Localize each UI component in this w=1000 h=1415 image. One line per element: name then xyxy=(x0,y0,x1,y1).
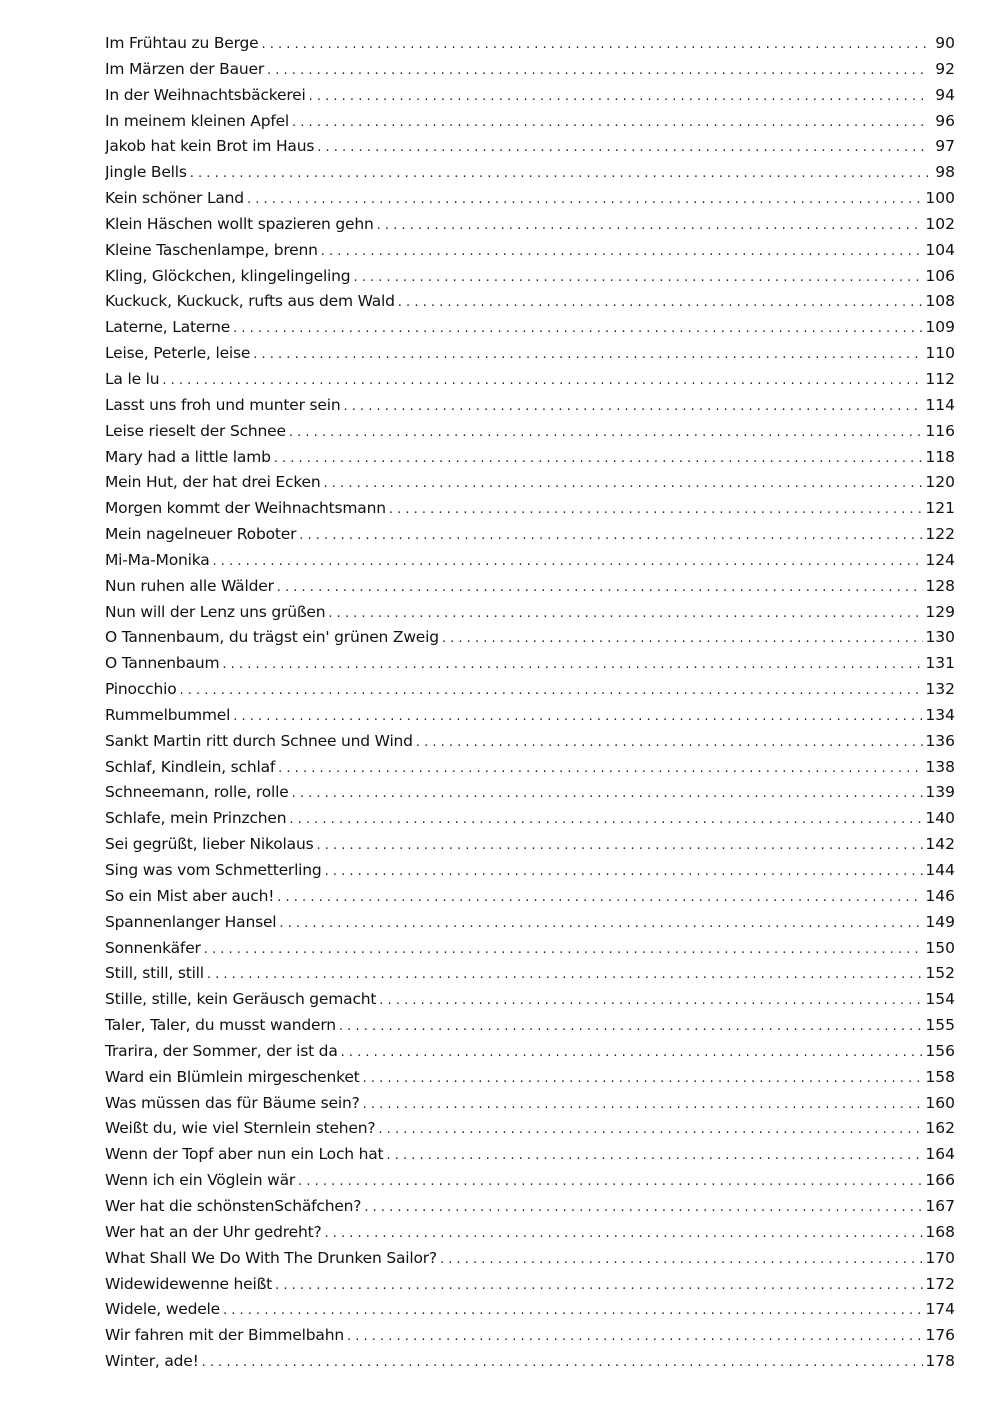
toc-entry-title: Nun will der Lenz uns grüßen xyxy=(105,602,326,621)
toc-entry[interactable] xyxy=(105,470,955,496)
toc-entry-page-number: 160 xyxy=(925,1093,955,1112)
toc-entry[interactable] xyxy=(105,1065,955,1091)
toc-entry[interactable] xyxy=(105,832,955,858)
toc-dot-leader xyxy=(316,833,923,858)
toc-entry-title: Leise, Peterle, leise xyxy=(105,344,251,363)
toc-entry-title: Rummelbummel xyxy=(105,705,231,724)
toc-entry[interactable] xyxy=(105,1220,955,1246)
toc-dot-leader xyxy=(202,1350,924,1375)
toc-entry-page-number: 168 xyxy=(925,1222,955,1241)
toc-entry[interactable] xyxy=(105,109,955,135)
toc-entry[interactable] xyxy=(105,1039,955,1065)
toc-entry[interactable] xyxy=(105,729,955,755)
toc-entry-page-number: 139 xyxy=(925,783,955,802)
toc-entry[interactable] xyxy=(105,160,955,186)
toc-entry[interactable] xyxy=(105,289,955,315)
toc-entry-title: Still, still, still xyxy=(105,964,204,983)
toc-entry-title: Schlafe, mein Prinzchen xyxy=(105,809,287,828)
toc-entry-page-number: 156 xyxy=(925,1041,955,1060)
toc-entry-page-number: 97 xyxy=(935,137,955,156)
toc-entry-title: O Tannenbaum, du trägst ein' grünen Zweig xyxy=(105,628,439,647)
toc-dot-leader xyxy=(277,575,924,600)
toc-entry[interactable] xyxy=(105,1091,955,1117)
toc-entry-title: Nun ruhen alle Wälder xyxy=(105,576,274,595)
toc-entry-title: Sei gegrüßt, lieber Nikolaus xyxy=(105,835,314,854)
toc-dot-leader xyxy=(179,678,923,703)
toc-entry-page-number: 96 xyxy=(935,111,955,130)
toc-entry[interactable] xyxy=(105,1116,955,1142)
toc-entry-title: Klein Häschen wollt spazieren gehn xyxy=(105,214,374,233)
toc-entry[interactable] xyxy=(105,625,955,651)
toc-dot-leader xyxy=(363,1092,924,1117)
toc-entry-page-number: 155 xyxy=(925,1016,955,1035)
toc-dot-leader xyxy=(377,213,924,238)
toc-entry[interactable] xyxy=(105,1246,955,1272)
toc-entry-title: Taler, Taler, du musst wandern xyxy=(105,1016,336,1035)
toc-entry[interactable] xyxy=(105,858,955,884)
toc-entry-title: Pinocchio xyxy=(105,680,177,699)
toc-entry-page-number: 158 xyxy=(925,1067,955,1086)
toc-entry[interactable] xyxy=(105,264,955,290)
toc-entry-page-number: 112 xyxy=(925,369,955,388)
toc-entry[interactable] xyxy=(105,1168,955,1194)
toc-entry-page-number: 131 xyxy=(925,654,955,673)
toc-dot-leader xyxy=(364,1195,923,1220)
toc-entry[interactable] xyxy=(105,961,955,987)
toc-entry-title: La le lu xyxy=(105,369,160,388)
toc-entry-page-number: 178 xyxy=(925,1352,955,1371)
toc-entry-title: Weißt du, wie viel Sternlein stehen? xyxy=(105,1119,376,1138)
toc-dot-leader xyxy=(324,471,924,496)
toc-entry-page-number: 176 xyxy=(925,1326,955,1345)
toc-entry-page-number: 167 xyxy=(925,1196,955,1215)
toc-entry[interactable] xyxy=(105,419,955,445)
toc-entry-page-number: 136 xyxy=(925,731,955,750)
toc-dot-leader xyxy=(328,601,923,626)
toc-entry-page-number: 120 xyxy=(925,473,955,492)
toc-entry-page-number: 129 xyxy=(925,602,955,621)
toc-entry-page-number: 152 xyxy=(925,964,955,983)
toc-entry-title: Sing was vom Schmetterling xyxy=(105,861,322,879)
toc-entry-title: Lasst uns froh und munter sein xyxy=(105,395,341,414)
toc-dot-leader xyxy=(190,161,929,186)
toc-entry-page-number: 121 xyxy=(925,499,955,518)
toc-entry-title: Wir fahren mit der Bimmelbahn xyxy=(105,1326,344,1345)
toc-entry[interactable] xyxy=(105,1349,955,1375)
toc-entry[interactable] xyxy=(105,1323,955,1349)
toc-entry-page-number: 100 xyxy=(925,189,955,208)
toc-entry[interactable] xyxy=(105,496,955,522)
toc-dot-leader xyxy=(278,756,923,781)
toc-dot-leader xyxy=(233,316,923,341)
toc-entry-title: Kling, Glöckchen, klingelingeling xyxy=(105,266,351,285)
toc-dot-leader xyxy=(223,1298,923,1323)
toc-dot-leader xyxy=(440,1247,923,1272)
toc-entry[interactable] xyxy=(105,755,955,781)
toc-entry-title: Kleine Taschenlampe, brenn xyxy=(105,240,318,259)
toc-entry[interactable] xyxy=(105,238,955,264)
toc-entry[interactable] xyxy=(105,212,955,238)
toc-dot-leader xyxy=(279,911,923,936)
toc-entry-title: Jakob hat kein Brot im Haus xyxy=(105,137,315,156)
toc-dot-leader xyxy=(353,265,923,290)
toc-entry-title: Spannenlanger Hansel xyxy=(105,912,277,931)
toc-dot-leader xyxy=(317,135,929,160)
toc-entry-page-number: 102 xyxy=(925,214,955,233)
toc-dot-leader xyxy=(324,1221,923,1246)
toc-entry[interactable] xyxy=(105,1013,955,1039)
toc-entry-title: Stille, stille, kein Geräusch gemacht xyxy=(105,990,377,1009)
toc-dot-leader xyxy=(222,652,923,677)
toc-dot-leader xyxy=(339,1014,924,1039)
toc-entry-page-number: 108 xyxy=(925,292,955,311)
toc-dot-leader xyxy=(233,704,923,729)
toc-entry-title: Wer hat die schönstenSchäfchen? xyxy=(105,1196,362,1215)
toc-entry-title: Kuckuck, Kuckuck, rufts aus dem Wald xyxy=(105,292,395,311)
toc-entry-page-number: 140 xyxy=(925,809,955,828)
toc-entry-page-number: 106 xyxy=(925,266,955,285)
toc-dot-leader xyxy=(213,549,924,574)
toc-entry[interactable] xyxy=(105,315,955,341)
toc-entry-page-number: 92 xyxy=(935,59,955,78)
toc-entry-page-number: 109 xyxy=(925,318,955,337)
toc-dot-leader xyxy=(247,187,923,212)
toc-entry-page-number: 132 xyxy=(925,680,955,699)
toc-entry-page-number: 144 xyxy=(925,861,955,879)
toc-entry-title: Widewidewenne heißt xyxy=(105,1274,273,1293)
toc-entry-page-number: 116 xyxy=(925,421,955,440)
toc-entry-page-number: 149 xyxy=(925,912,955,931)
table-of-contents xyxy=(105,31,955,1375)
toc-entry-title: Mein nagelneuer Roboter xyxy=(105,525,297,544)
toc-entry-title: Schlaf, Kindlein, schlaf xyxy=(105,757,276,776)
toc-entry-title: Wer hat an der Uhr gedreht? xyxy=(105,1222,322,1241)
toc-entry-page-number: 104 xyxy=(925,240,955,259)
toc-dot-leader xyxy=(442,626,924,651)
toc-dot-leader xyxy=(261,32,929,57)
toc-entry-title: In meinem kleinen Apfel xyxy=(105,111,290,130)
toc-entry-page-number: 128 xyxy=(925,576,955,595)
toc-entry[interactable] xyxy=(105,1142,955,1168)
toc-dot-leader xyxy=(363,1066,924,1091)
toc-entry[interactable] xyxy=(105,1194,955,1220)
toc-dot-leader xyxy=(162,368,923,393)
toc-entry-title: So ein Mist aber auch! xyxy=(105,886,275,905)
toc-entry-title: Mary had a little lamb xyxy=(105,447,271,466)
toc-entry-page-number: 90 xyxy=(935,34,955,52)
toc-entry-title: Laterne, Laterne xyxy=(105,318,231,337)
toc-entry[interactable] xyxy=(105,445,955,471)
toc-entry[interactable] xyxy=(105,83,955,109)
toc-entry-title: Wenn ich ein Vöglein wär xyxy=(105,1171,296,1190)
toc-entry-title: Mi-Ma-Monika xyxy=(105,550,210,569)
toc-entry[interactable] xyxy=(105,341,955,367)
toc-dot-leader xyxy=(398,290,924,315)
toc-entry-title: Im Frühtau zu Berge xyxy=(105,34,259,52)
toc-entry-page-number: 164 xyxy=(925,1145,955,1164)
toc-entry-title: Wenn der Topf aber nun ein Loch hat xyxy=(105,1145,384,1164)
toc-entry[interactable] xyxy=(105,936,955,962)
toc-dot-leader xyxy=(289,420,924,445)
toc-dot-leader xyxy=(341,1040,924,1065)
toc-entry-page-number: 94 xyxy=(935,85,955,104)
toc-dot-leader xyxy=(389,497,924,522)
toc-dot-leader xyxy=(325,859,924,884)
toc-entry-title: Leise rieselt der Schnee xyxy=(105,421,286,440)
toc-entry-page-number: 154 xyxy=(925,990,955,1009)
toc-entry-title: Schneemann, rolle, rolle xyxy=(105,783,289,802)
toc-entry[interactable] xyxy=(105,910,955,936)
toc-entry-title: Sankt Martin ritt durch Schnee und Wind xyxy=(105,731,413,750)
toc-entry-title: Mein Hut, der hat drei Ecken xyxy=(105,473,321,492)
toc-entry[interactable] xyxy=(105,780,955,806)
toc-entry[interactable] xyxy=(105,548,955,574)
toc-entry[interactable] xyxy=(105,806,955,832)
toc-dot-leader xyxy=(253,342,923,367)
toc-entry[interactable] xyxy=(105,134,955,160)
toc-entry-page-number: 124 xyxy=(925,550,955,569)
toc-entry[interactable] xyxy=(105,987,955,1013)
toc-entry-page-number: 138 xyxy=(925,757,955,776)
toc-dot-leader xyxy=(416,730,924,755)
toc-entry-title: Kein schöner Land xyxy=(105,189,244,208)
toc-entry[interactable] xyxy=(105,600,955,626)
toc-entry[interactable] xyxy=(105,522,955,548)
toc-entry[interactable] xyxy=(105,574,955,600)
toc-entry-title: Morgen kommt der Weihnachtsmann xyxy=(105,499,386,518)
toc-dot-leader xyxy=(347,1324,923,1349)
toc-entry-page-number: 170 xyxy=(925,1248,955,1267)
toc-dot-leader xyxy=(309,84,929,109)
toc-entry[interactable] xyxy=(105,884,955,910)
toc-entry-title: Winter, ade! xyxy=(105,1352,199,1371)
toc-entry-title: Ward ein Blümlein mirgeschenket xyxy=(105,1067,360,1086)
toc-entry-title: Sonnenkäfer xyxy=(105,938,201,957)
toc-entry-page-number: 110 xyxy=(925,344,955,363)
toc-dot-leader xyxy=(321,239,924,264)
toc-entry-page-number: 150 xyxy=(925,938,955,957)
toc-entry-title: Widele, wedele xyxy=(105,1300,220,1319)
toc-entry[interactable] xyxy=(105,1272,955,1298)
toc-entry[interactable] xyxy=(105,367,955,393)
toc-dot-leader xyxy=(289,807,923,832)
toc-dot-leader xyxy=(379,988,923,1013)
toc-entry-page-number: 118 xyxy=(925,447,955,466)
toc-entry-title: O Tannenbaum xyxy=(105,654,220,673)
toc-entry-title: Im Märzen der Bauer xyxy=(105,59,265,78)
toc-entry[interactable] xyxy=(105,393,955,419)
toc-entry-title: What Shall We Do With The Drunken Sailor? xyxy=(105,1248,437,1267)
toc-entry-page-number: 134 xyxy=(925,705,955,724)
toc-entry-page-number: 166 xyxy=(925,1171,955,1190)
toc-entry-title: Trarira, der Sommer, der ist da xyxy=(105,1041,338,1060)
toc-dot-leader xyxy=(204,937,924,962)
toc-entry[interactable] xyxy=(105,651,955,677)
toc-entry-page-number: 162 xyxy=(925,1119,955,1138)
toc-dot-leader xyxy=(299,523,923,548)
toc-entry-page-number: 130 xyxy=(925,628,955,647)
toc-entry[interactable] xyxy=(105,186,955,212)
toc-dot-leader xyxy=(292,110,929,135)
toc-entry-page-number: 122 xyxy=(925,525,955,544)
toc-entry-title: In der Weihnachtsbäckerei xyxy=(105,85,306,104)
toc-dot-leader xyxy=(378,1117,923,1142)
toc-dot-leader xyxy=(274,446,924,471)
toc-entry-page-number: 172 xyxy=(925,1274,955,1293)
toc-entry-page-number: 98 xyxy=(935,163,955,182)
toc-entry[interactable] xyxy=(105,57,955,83)
toc-dot-leader xyxy=(292,781,924,806)
toc-entry-title: Jingle Bells xyxy=(105,163,187,182)
toc-entry[interactable] xyxy=(105,31,955,57)
toc-dot-leader xyxy=(343,394,923,419)
toc-entry[interactable] xyxy=(105,1297,955,1323)
toc-dot-leader xyxy=(267,58,929,83)
toc-entry[interactable] xyxy=(105,677,955,703)
toc-entry-page-number: 146 xyxy=(925,886,955,905)
toc-dot-leader xyxy=(298,1169,923,1194)
toc-dot-leader xyxy=(207,962,924,987)
toc-entry[interactable] xyxy=(105,703,955,729)
toc-entry-page-number: 174 xyxy=(925,1300,955,1319)
toc-entry-page-number: 142 xyxy=(925,835,955,854)
toc-entry-page-number: 114 xyxy=(925,395,955,414)
toc-dot-leader xyxy=(277,885,923,910)
toc-entry-title: Was müssen das für Bäume sein? xyxy=(105,1093,360,1112)
toc-dot-leader xyxy=(275,1273,923,1298)
toc-dot-leader xyxy=(386,1143,923,1168)
